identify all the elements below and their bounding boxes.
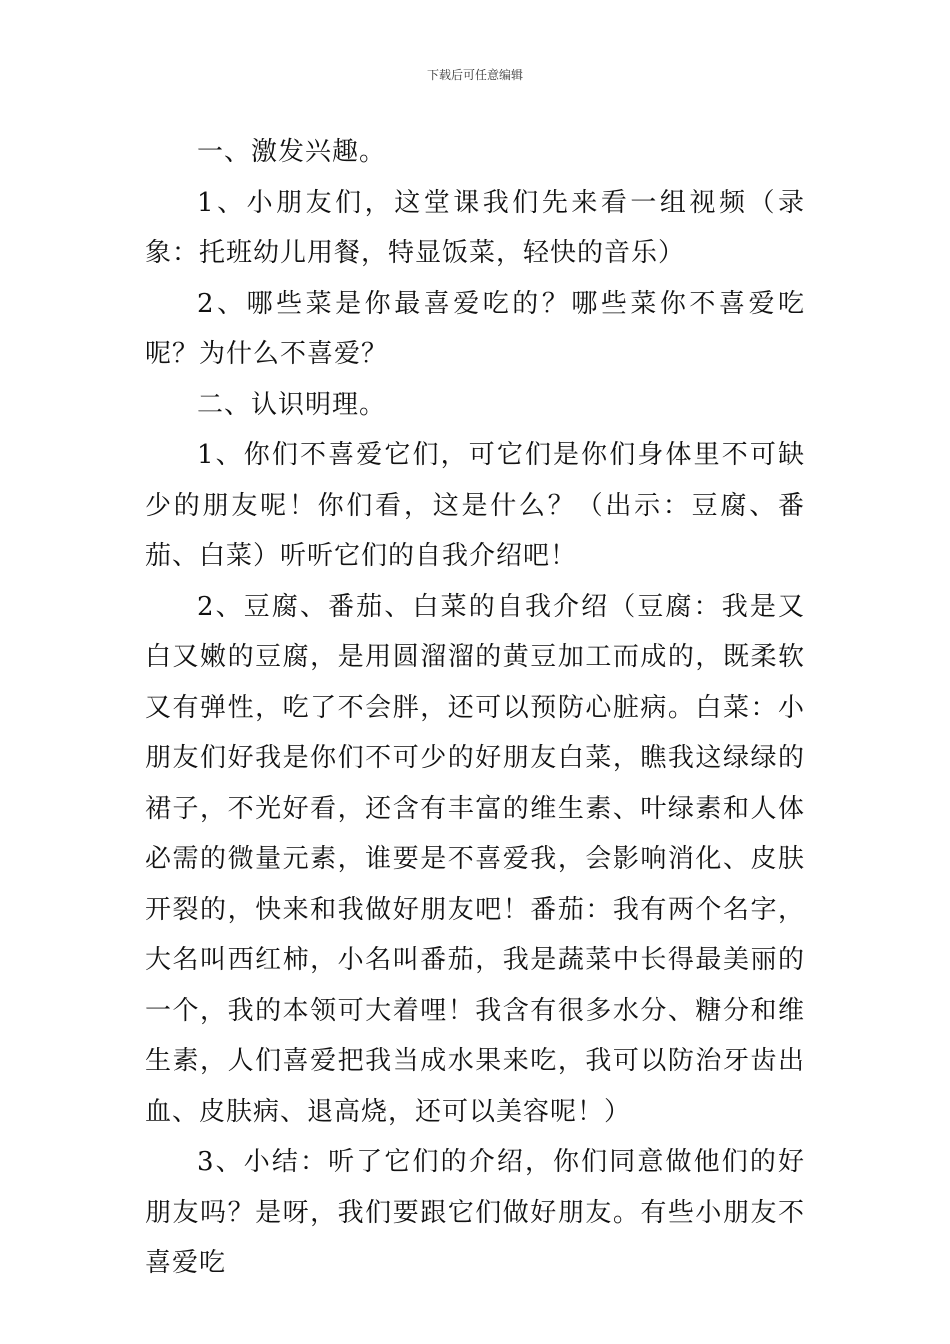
paragraph-1-1: 1、小朋友们，这堂课我们先来看一组视频（录象：托班幼儿用餐，特显饭菜，轻快的音乐）	[145, 187, 805, 268]
heading-section-1: 一、激发兴趣。	[197, 137, 387, 167]
document-body	[145, 127, 805, 1289]
paragraph-1-2: 2、哪些菜是你最喜爱吃的？哪些菜你不喜爱吃呢？为什么不喜爱？	[145, 288, 805, 369]
paragraph-2-1: 1、你们不喜爱它们，可它们是你们身体里不可缺少的朋友呢！你们看，这是什么？（出示：豆腐、番茄、白菜）听听它们的自我介绍吧！	[145, 440, 805, 571]
page-header-note: 下载后可任意编辑	[426, 68, 523, 82]
paragraph-2-3: 3、小结：听了它们的介绍，你们同意做他们的好朋友吗？是呀，我们要跟它们做好朋友。有些小朋友不喜爱吃	[145, 1147, 805, 1278]
heading-section-2: 二、认识明理。	[197, 389, 387, 420]
paragraph-2-2: 2、豆腐、番茄、白菜的自我介绍（豆腐：我是又白又嫩的豆腐，是用圆溜溜的黄豆加工而成的，既柔软又有弹性，吃了不会胖，还可以预防心脏病。白菜：小朋友们好我是你们不可少的好朋友白菜，瞧我这绿绿的裙子，不光好看，还含有丰富的维生素、叶绿素和人体必需的微量元素，谁要是不喜爱我，会影响消化、皮肤开裂的，快来和我做好朋友吧！番茄：我有两个名字，大名叫西红柿，小名叫番茄，我是蔬菜中长得最美丽的一个，我的本领可大着哩！我含有很多水分、糖分和维生素，人们喜爱把我当成水果来吃，我可以防治牙齿出血、皮肤病、退高烧，还可以美容呢！）	[145, 591, 805, 1127]
